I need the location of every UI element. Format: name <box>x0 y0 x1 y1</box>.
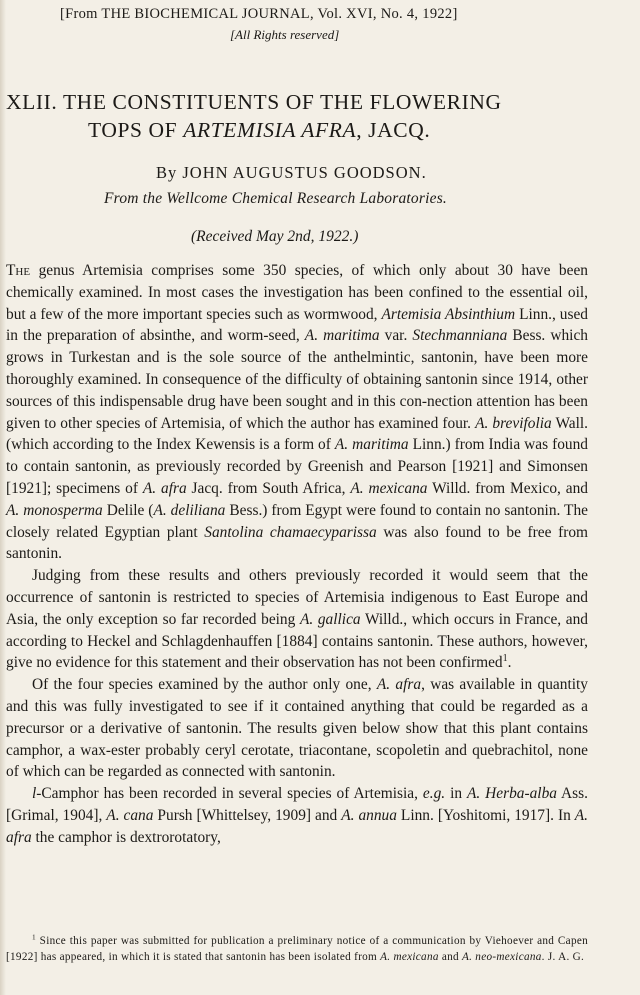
journal-citation-header: [From THE BIOCHEMICAL JOURNAL, Vol. XVI, No. 4, 1922] <box>60 6 458 22</box>
text-run: Linn., used in the preparation of absinthe, and worm-seed, <box>6 305 588 345</box>
italic-text: A. deliliana <box>153 501 226 519</box>
italic-text: A. annua <box>341 806 397 824</box>
paragraph <box>6 783 588 848</box>
affiliation: From the Wellcome Chemical Research Laboratories. <box>104 190 447 207</box>
title-species-name: ARTEMISIA AFRA <box>183 118 357 142</box>
text-run: Delile ( <box>102 501 154 519</box>
text-run: Willd., which occurs in France, and according to Heckel and Schlagdenhauffen [1884] contains santonin. These authors, however, give no evidence for this statement and their observation has not been confirmed <box>6 610 588 672</box>
footnote-text <box>6 934 588 965</box>
italic-text: A. gallica <box>299 610 361 628</box>
italic-text: A. mexicana <box>380 950 439 963</box>
italic-text: A. afra <box>376 676 422 694</box>
italic-text: Artemisia Absinthium <box>381 305 516 323</box>
text-run: . <box>507 654 512 672</box>
italic-text: A. afra <box>6 806 589 846</box>
text-run: Bess.) from Egypt were found to contain no santonin. The closely related Egyptian plant <box>6 501 588 541</box>
title-line-2-prefix: TOPS OF <box>88 118 184 142</box>
article-title <box>6 88 502 144</box>
text-run: , was available in quantity and this was fully investigated to see if it contained anything that could be regarded as a precursor or a derivative of santonin. The results given below show that this plant contains camphor, a wax-ester probably ceryl cerotate, triacontane, scopoletin and quebrachitol, none of which can be regarded as connected with santonin. <box>6 676 588 781</box>
rights-notice: [All Rights reserved] <box>230 27 340 42</box>
author-byline: By JOHN AUGUSTUS GOODSON. <box>156 163 427 182</box>
italic-text: A. brevifolia <box>475 414 552 432</box>
article-number: XLII. <box>6 90 58 114</box>
text-run: Jacq. from South Africa, <box>186 479 351 497</box>
footnote-marker: 1 <box>502 653 508 665</box>
italic-text: l <box>32 785 37 803</box>
text-run: Judging from these results and others previously recorded it would seem that the occurrence of santonin is restricted to species of Artemisia indigenous to East Europe and Asia, the only exception so far recorded being <box>6 567 588 628</box>
footnote <box>6 934 588 965</box>
italic-text: e.g. <box>422 785 446 803</box>
italic-text: Santolina chamaecyparissa <box>204 523 377 541</box>
footnote-marker: 1 <box>32 933 36 942</box>
text-run: Willd. from Mexico, and <box>427 479 588 497</box>
paragraph <box>6 565 588 674</box>
received-date: (Received May 2nd, 1922.) <box>191 228 359 245</box>
text-run: Ass. [Grimal, 1904], <box>6 785 589 824</box>
italic-text: A. neo-mexicana <box>461 950 542 963</box>
italic-text: A. Herba-alba <box>466 785 557 803</box>
text-run: in <box>445 785 467 803</box>
article-body <box>6 260 588 849</box>
title-line-1: THE CONSTITUENTS OF THE FLOWERING <box>62 90 502 114</box>
italic-text: A. maritima <box>304 327 380 345</box>
text-run: . J. A. G. <box>541 950 585 963</box>
text-run: Linn. [Yoshitomi, 1917]. In <box>396 806 575 824</box>
paragraph <box>6 260 588 565</box>
italic-text: A. mexicana <box>350 479 428 497</box>
text-run: genus Artemisia comprises some 350 species, of which only about 30 have been chemically examined. In most cases the investigation has been confined to the essential oil, but a few of the more important species such as wormwood, <box>6 262 588 323</box>
title-line-2 <box>6 116 502 144</box>
text-run: the camphor is dextrorotatory, <box>31 828 221 846</box>
italic-text: A. monosperma <box>6 501 103 519</box>
italic-text: A. cana <box>106 806 154 824</box>
text-run: var. <box>379 327 413 345</box>
italic-text: A. afra <box>142 479 187 497</box>
text-run: Linn.) from India was found to contain santonin, as previously recorded by Greenish and Pearson [1921] and Simonsen [1921]; specimens of <box>6 436 588 497</box>
paragraph <box>6 674 588 783</box>
text-run: Since this paper was submitted for publication a preliminary notice of a communication by Viehoever and Capen [1922] has appeared, in which it is stated that santonin has been isolated from <box>6 935 588 963</box>
title-line-2-suffix: , JACQ. <box>356 118 431 142</box>
text-run: Of the four species examined by the author only one, <box>32 676 377 694</box>
small-caps-text: The <box>6 262 31 279</box>
text-run: Wall. (which according to the Index Kewensis is a form of <box>6 414 589 454</box>
italic-text: A. maritima <box>334 436 409 454</box>
text-run: Bess. which grows in Turkestan and is the sole source of the anthelmintic, santonin, have been more thoroughly examined. In consequence of the difficulty of obtaining santonin since 1914, other sources of this indispensable drug have been sought and in this con-nection attention has been given to other species of Artemisia, of which the author has examined four. <box>6 327 588 432</box>
text-run: was also found to be free from santonin. <box>6 523 588 563</box>
text-run: -Camphor has been recorded in several species of Artemisia, <box>36 785 423 803</box>
text-run: Pursh [Whittelsey, 1909] and <box>153 806 342 824</box>
text-run: and <box>438 950 462 963</box>
italic-text: Stechmanniana <box>412 327 508 345</box>
